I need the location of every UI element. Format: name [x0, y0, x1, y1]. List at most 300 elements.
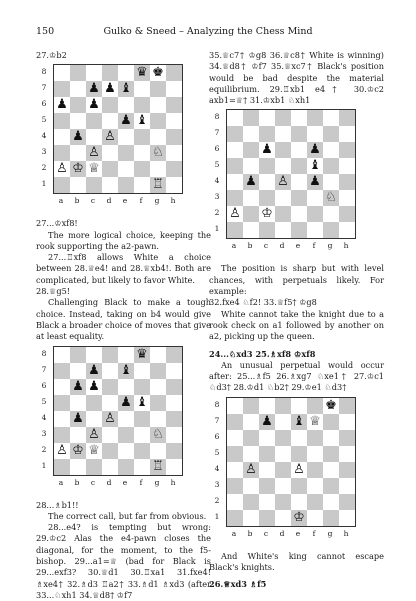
board-square	[307, 462, 323, 478]
board-square	[275, 414, 291, 430]
file-label: f	[139, 196, 143, 206]
board-square	[134, 161, 150, 177]
board-square	[134, 411, 150, 427]
board-square	[323, 158, 339, 174]
paragraph: And White's king cannot escape Black's knights.	[209, 550, 384, 573]
board-square	[243, 222, 259, 238]
paragraph: The position is sharp but with level chances, with perpetuals likely. For example:	[209, 263, 384, 297]
board-square	[102, 379, 118, 395]
chess-piece-square: ♟	[259, 414, 275, 430]
board-square	[243, 110, 259, 126]
file-label: b	[74, 196, 80, 206]
board-square	[307, 398, 323, 414]
file-label: d	[279, 528, 285, 538]
board-square	[259, 398, 275, 414]
rank-label: 3	[214, 479, 220, 489]
chess-piece-square: ♝	[291, 414, 307, 430]
board-square	[102, 395, 118, 411]
board-square	[275, 478, 291, 494]
board-square	[323, 462, 339, 478]
rank-label: 7	[214, 128, 220, 138]
board-square	[307, 494, 323, 510]
chess-piece-square: ♛	[134, 65, 150, 81]
chess-piece-square: ♟	[70, 379, 86, 395]
board-square	[307, 190, 323, 206]
board-square	[102, 113, 118, 129]
board-square	[339, 142, 355, 158]
board-square	[259, 446, 275, 462]
chess-piece-square: ♝	[307, 158, 323, 174]
board-square	[70, 459, 86, 475]
board-square	[323, 174, 339, 190]
board-square	[166, 161, 182, 177]
board-square	[86, 395, 102, 411]
rank-labels	[211, 109, 223, 237]
rank-label: 2	[41, 163, 47, 173]
board-square	[291, 494, 307, 510]
board-square	[166, 129, 182, 145]
board-square	[118, 161, 134, 177]
board-square	[227, 494, 243, 510]
board-square	[243, 510, 259, 526]
board-square	[275, 446, 291, 462]
board-square	[54, 81, 70, 97]
board-square	[102, 363, 118, 379]
board-square	[323, 222, 339, 238]
board-square	[118, 411, 134, 427]
board-square	[339, 126, 355, 142]
board-square	[339, 446, 355, 462]
chess-piece-square: ♙	[275, 174, 291, 190]
rank-label: 5	[214, 160, 220, 170]
chess-piece-square: ♙	[243, 462, 259, 478]
chess-piece-square: ♟	[243, 174, 259, 190]
board-square	[150, 347, 166, 363]
board-square	[243, 414, 259, 430]
board-square	[291, 158, 307, 174]
board-square	[227, 430, 243, 446]
board-square	[323, 206, 339, 222]
board-square	[291, 190, 307, 206]
board-square	[291, 174, 307, 190]
rank-label: 3	[214, 192, 220, 202]
chess-piece-square: ♙	[86, 145, 102, 161]
board-square	[307, 110, 323, 126]
board-square	[166, 113, 182, 129]
board-square	[339, 398, 355, 414]
board-square	[307, 446, 323, 462]
chess-board	[53, 64, 183, 194]
file-label: h	[343, 528, 349, 538]
board-square	[307, 126, 323, 142]
board-square	[339, 110, 355, 126]
chess-piece-square: ♔	[70, 161, 86, 177]
board-square	[102, 97, 118, 113]
board-square	[86, 65, 102, 81]
chess-piece-square: ♟	[102, 81, 118, 97]
chess-piece-square: ♟	[70, 411, 86, 427]
board-square	[54, 347, 70, 363]
file-label: c	[263, 241, 269, 251]
board-square	[275, 494, 291, 510]
board-square	[227, 510, 243, 526]
board-square	[134, 363, 150, 379]
board-square	[134, 97, 150, 113]
file-label: g	[154, 477, 160, 487]
board-square	[227, 222, 243, 238]
board-square	[134, 81, 150, 97]
chess-piece-square: ♟	[54, 97, 70, 113]
board-square	[339, 158, 355, 174]
file-label: g	[327, 241, 333, 251]
board-square	[243, 446, 259, 462]
board-square	[70, 113, 86, 129]
board-square	[323, 478, 339, 494]
board-square	[54, 363, 70, 379]
chess-piece-square: ♟	[118, 395, 134, 411]
rank-labels	[38, 64, 50, 192]
chess-piece-square: ♟	[70, 129, 86, 145]
rank-label: 1	[41, 460, 47, 470]
board-square	[70, 427, 86, 443]
board-square	[243, 430, 259, 446]
move-line: 27.♔b2	[36, 50, 67, 60]
board-square	[339, 494, 355, 510]
board-square	[291, 222, 307, 238]
board-square	[102, 65, 118, 81]
chess-piece-square: ♘	[323, 190, 339, 206]
paragraph: 27...♖xf8 allows White a choice between 28.♕e4! and 28.♕xb4!. Both are complicated, but likely to favor White.	[36, 252, 211, 285]
board-square	[102, 347, 118, 363]
board-square	[118, 459, 134, 475]
board-square	[227, 478, 243, 494]
file-label: d	[106, 477, 112, 487]
board-square	[54, 427, 70, 443]
board-square	[102, 427, 118, 443]
board-square	[259, 126, 275, 142]
board-square	[134, 177, 150, 193]
file-label: a	[58, 196, 64, 206]
board-square	[323, 430, 339, 446]
file-label: c	[90, 196, 96, 206]
board-square	[323, 510, 339, 526]
chess-diagram-4	[211, 397, 351, 547]
board-square	[118, 129, 134, 145]
running-head: Gulko & Sneed – Analyzing the Chess Mind	[103, 26, 313, 37]
file-label: d	[106, 196, 112, 206]
rank-label: 1	[214, 511, 220, 521]
board-square	[275, 158, 291, 174]
board-square	[86, 459, 102, 475]
rank-label: 3	[41, 428, 47, 438]
chess-piece-square: ♕	[86, 161, 102, 177]
rank-label: 2	[41, 444, 47, 454]
rank-label: 8	[41, 67, 47, 77]
rank-labels	[211, 397, 223, 525]
move-line: 28.♕g5!	[36, 286, 71, 297]
board-square	[227, 110, 243, 126]
file-label: a	[231, 241, 237, 251]
file-labels	[53, 195, 181, 206]
board-square	[323, 126, 339, 142]
chess-piece-square: ♘	[150, 145, 166, 161]
board-square	[70, 97, 86, 113]
board-square	[86, 113, 102, 129]
board-square	[150, 81, 166, 97]
rank-label: 4	[214, 176, 220, 186]
file-label: b	[247, 241, 253, 251]
board-square	[259, 174, 275, 190]
board-square	[86, 411, 102, 427]
board-square	[259, 222, 275, 238]
board-square	[227, 190, 243, 206]
chess-piece-square: ♕	[86, 443, 102, 459]
chess-piece-square: ♟	[307, 174, 323, 190]
board-square	[339, 510, 355, 526]
rank-label: 2	[214, 208, 220, 218]
board-square	[227, 174, 243, 190]
board-square	[243, 190, 259, 206]
file-label: f	[139, 477, 143, 487]
board-square	[118, 443, 134, 459]
board-square	[70, 395, 86, 411]
board-square	[54, 129, 70, 145]
board-square	[166, 177, 182, 193]
chess-piece-square: ♙	[54, 443, 70, 459]
board-square	[70, 177, 86, 193]
file-label: a	[58, 477, 64, 487]
board-square	[134, 145, 150, 161]
board-square	[102, 161, 118, 177]
chess-diagram-3	[211, 109, 351, 259]
board-square	[70, 145, 86, 161]
board-square	[275, 110, 291, 126]
board-square	[102, 177, 118, 193]
board-square	[102, 443, 118, 459]
board-square	[339, 222, 355, 238]
board-square	[323, 110, 339, 126]
chess-piece-square: ♘	[150, 427, 166, 443]
move-line: 27...♔xf8!	[36, 218, 78, 229]
chess-piece-square: ♕	[307, 414, 323, 430]
file-labels	[226, 528, 354, 539]
chess-piece-square: ♔	[259, 206, 275, 222]
chess-piece-square: ♙	[102, 129, 118, 145]
board-square	[150, 129, 166, 145]
board-square	[259, 158, 275, 174]
chess-piece-square: ♛	[134, 347, 150, 363]
board-square	[166, 145, 182, 161]
paragraph: White cannot take the knight due to a rook check on a1 followed by another on a2, picking up the queen.	[209, 308, 384, 342]
chess-piece-square: ♙	[102, 411, 118, 427]
board-square	[275, 190, 291, 206]
file-label: h	[343, 241, 349, 251]
board-square	[227, 446, 243, 462]
board-square	[307, 478, 323, 494]
paragraph: 35.♕c7† ♔g8 36.♕c8† White is winning) 34.♕d8† ♔f7 35.♕xc7† Black's position would be bad despite the material equilibrium. 29.♖xb1 e4† 30.♔c2 axb1=♕† 31.♔xb1 ♘xh1	[209, 50, 384, 106]
board-square	[275, 462, 291, 478]
board-square	[118, 97, 134, 113]
board-square	[243, 206, 259, 222]
board-square	[339, 430, 355, 446]
board-square	[70, 81, 86, 97]
board-square	[166, 395, 182, 411]
file-label: b	[74, 477, 80, 487]
chess-piece-square: ♙	[54, 161, 70, 177]
board-square	[339, 206, 355, 222]
board-square	[291, 478, 307, 494]
board-square	[102, 145, 118, 161]
board-square	[54, 113, 70, 129]
board-square	[227, 414, 243, 430]
chess-board	[53, 346, 183, 476]
board-square	[243, 494, 259, 510]
board-square	[259, 190, 275, 206]
board-square	[86, 129, 102, 145]
board-square	[86, 177, 102, 193]
board-square	[134, 443, 150, 459]
paragraph: An unusual perpetual would occur after: 25...♗f5 26.♗xg7 ♘xe1† 27.♔c1 ♘d3† 28.♔d1 ♘b2† 29.♔e1 ♘d3†	[209, 359, 384, 393]
chess-piece-square: ♙	[86, 427, 102, 443]
rank-label: 3	[41, 147, 47, 157]
file-label: f	[312, 241, 316, 251]
chess-piece-square: ♝	[134, 113, 150, 129]
board-square	[339, 478, 355, 494]
file-label: c	[90, 477, 96, 487]
board-square	[54, 379, 70, 395]
chess-board	[226, 397, 356, 527]
rank-label: 2	[214, 495, 220, 505]
chess-piece-square: ♟	[259, 142, 275, 158]
board-square	[307, 430, 323, 446]
board-square	[307, 222, 323, 238]
rank-label: 1	[41, 179, 47, 189]
board-square	[291, 142, 307, 158]
board-square	[307, 510, 323, 526]
board-square	[291, 430, 307, 446]
board-square	[118, 145, 134, 161]
board-square	[275, 222, 291, 238]
board-square	[243, 142, 259, 158]
board-square	[166, 81, 182, 97]
board-square	[291, 206, 307, 222]
board-square	[166, 379, 182, 395]
chess-piece-square: ♖	[150, 459, 166, 475]
rank-label: 6	[214, 144, 220, 154]
board-square	[166, 363, 182, 379]
board-square	[54, 65, 70, 81]
chess-piece-square: ♙	[291, 462, 307, 478]
board-square	[275, 142, 291, 158]
chess-piece-square: ♟	[86, 379, 102, 395]
file-label: d	[279, 241, 285, 251]
board-square	[275, 126, 291, 142]
board-square	[227, 158, 243, 174]
chess-piece-square: ♝	[118, 363, 134, 379]
board-square	[259, 478, 275, 494]
board-square	[275, 398, 291, 414]
board-square	[166, 97, 182, 113]
page-number: 150	[36, 26, 55, 37]
board-square	[323, 142, 339, 158]
right-column	[209, 50, 384, 591]
rank-label: 5	[41, 115, 47, 125]
rank-label: 8	[41, 348, 47, 358]
board-square	[150, 113, 166, 129]
rank-labels	[38, 346, 50, 474]
board-square	[134, 427, 150, 443]
paragraph: The more logical choice, keeping the rook supporting the a2-pawn.	[36, 229, 211, 251]
board-square	[150, 395, 166, 411]
board-square	[259, 110, 275, 126]
chess-piece-square: ♟	[307, 142, 323, 158]
board-square	[339, 462, 355, 478]
board-square	[339, 414, 355, 430]
board-square	[54, 177, 70, 193]
board-square	[243, 478, 259, 494]
board-square	[166, 65, 182, 81]
file-label: f	[312, 528, 316, 538]
board-square	[150, 443, 166, 459]
board-square	[118, 347, 134, 363]
section-heading: 26.♕xd3 ♗f5	[209, 579, 267, 590]
chess-piece-square: ♙	[227, 206, 243, 222]
chess-piece-square: ♟	[86, 97, 102, 113]
file-label: b	[247, 528, 253, 538]
board-square	[70, 363, 86, 379]
board-square	[275, 510, 291, 526]
board-square	[323, 494, 339, 510]
board-square	[227, 398, 243, 414]
file-label: c	[263, 528, 269, 538]
board-square	[339, 190, 355, 206]
rank-label: 7	[214, 415, 220, 425]
chess-piece-square: ♚	[150, 65, 166, 81]
board-square	[150, 161, 166, 177]
board-square	[54, 411, 70, 427]
move-line: 28...♗b1!!	[36, 499, 79, 510]
paragraph: The correct call, but far from obvious.	[48, 510, 207, 521]
board-square	[291, 398, 307, 414]
chess-piece-square: ♔	[291, 510, 307, 526]
file-label: a	[231, 528, 237, 538]
rank-label: 8	[214, 112, 220, 122]
board-square	[150, 379, 166, 395]
board-square	[134, 459, 150, 475]
board-square	[118, 427, 134, 443]
board-square	[166, 411, 182, 427]
board-square	[150, 411, 166, 427]
rank-label: 5	[214, 447, 220, 457]
rank-label: 4	[41, 412, 47, 422]
board-square	[70, 65, 86, 81]
board-square	[227, 126, 243, 142]
chess-diagram-1	[38, 64, 178, 214]
board-square	[243, 126, 259, 142]
board-square	[54, 459, 70, 475]
board-square	[291, 446, 307, 462]
chess-piece-square: ♝	[118, 81, 134, 97]
rank-label: 8	[214, 399, 220, 409]
board-square	[86, 347, 102, 363]
board-square	[118, 65, 134, 81]
board-square	[339, 174, 355, 190]
board-square	[150, 97, 166, 113]
board-square	[102, 459, 118, 475]
file-label: e	[295, 528, 301, 538]
rank-label: 6	[41, 380, 47, 390]
board-square	[54, 145, 70, 161]
